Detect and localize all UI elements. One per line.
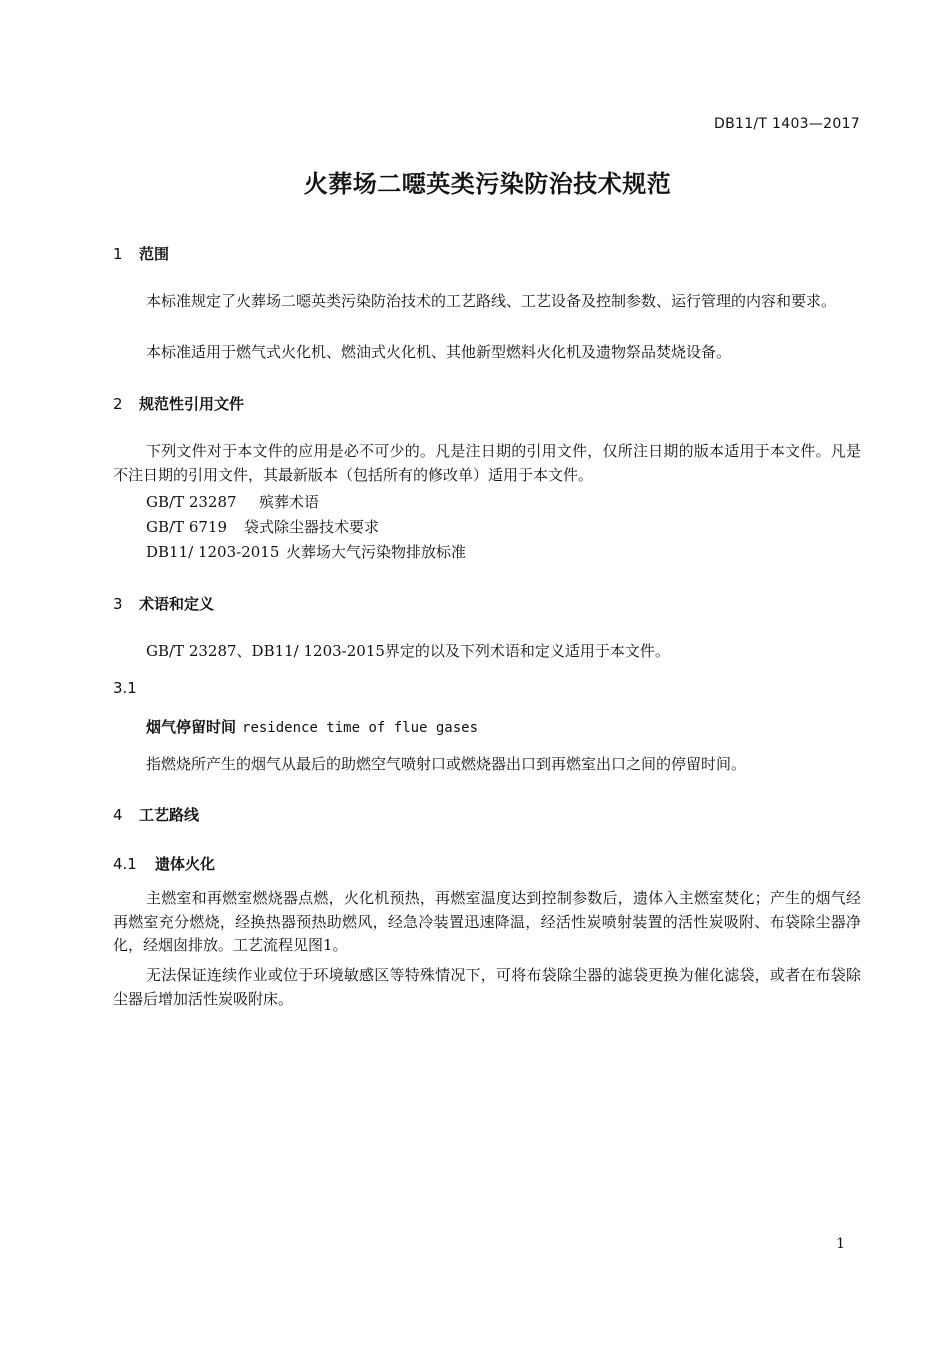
subsection-number: 4.1 xyxy=(113,855,137,873)
section-number: 1 xyxy=(113,245,123,263)
reference-item xyxy=(146,516,379,537)
scope-paragraph-2: 本标准适用于燃气式火化机、燃油式火化机、其他新型燃料火化机及遗物祭品焚烧设备。 xyxy=(146,343,732,361)
scope-paragraph-1: 本标准规定了火葬场二噁英类污染防治技术的工艺路线、工艺设备及控制参数、运行管理的内容和要求。 xyxy=(146,292,837,310)
cremation-paragraph-1: 主燃室和再燃室燃烧器点燃，火化机预热，再燃室温度达到控制参数后，遗体入主燃室焚化；产生的烟气经再燃室充分燃烧，经换热器预热助燃风，经急冷装置迅速降温，经活性炭喷射装置的活性炭吸附、布袋除尘器净化，经烟囱排放。工艺流程见图1。 xyxy=(113,889,861,954)
term-entry xyxy=(146,716,478,737)
term-english: residence time of flue gases xyxy=(242,720,479,736)
reference-code: GB/T 23287 xyxy=(146,493,237,511)
section-heading-process-route xyxy=(113,804,199,825)
standard-code: DB11/T 1403—2017 xyxy=(714,116,860,132)
document-title: 火葬场二噁英类污染防治技术规范 xyxy=(303,170,672,198)
section-heading-scope xyxy=(113,243,169,264)
section-title: 规范性引用文件 xyxy=(139,395,245,413)
term-chinese: 烟气停留时间 xyxy=(146,718,237,736)
subsection-title: 遗体火化 xyxy=(155,855,216,873)
reference-code: GB/T 6719 xyxy=(146,518,228,536)
section-heading-terms xyxy=(113,593,214,614)
section-number: 2 xyxy=(113,395,123,413)
reference-code: DB11/ 1203-2015 xyxy=(146,543,280,561)
reference-title: 火葬场大气污染物排放标准 xyxy=(286,543,467,561)
section-number: 3 xyxy=(113,595,123,613)
section-title: 术语和定义 xyxy=(139,595,215,613)
section-heading-normative-references xyxy=(113,393,244,414)
term-number: 3.1 xyxy=(113,679,137,697)
term-definition: 指燃烧所产生的烟气从最后的助燃空气喷射口或燃烧器出口到再燃室出口之间的停留时间。 xyxy=(146,755,747,773)
reference-title: 袋式除尘器技术要求 xyxy=(244,518,380,536)
section-title: 范围 xyxy=(139,245,170,263)
section-number: 4 xyxy=(113,806,123,824)
section-title: 工艺路线 xyxy=(139,806,200,824)
terms-intro: GB/T 23287、DB11/ 1203-2015界定的以及下列术语和定义适用于本文件。 xyxy=(146,642,670,660)
page-number: 1 xyxy=(836,1236,845,1252)
reference-item xyxy=(146,491,319,512)
references-intro: 下列文件对于本文件的应用是必不可少的。凡是注日期的引用文件，仅所注日期的版本适用于本文件。凡是不注日期的引用文件，其最新版本（包括所有的修改单）适用于本文件。 xyxy=(113,442,861,484)
subsection-heading-cremation xyxy=(113,853,215,874)
reference-title: 殡葬术语 xyxy=(259,493,320,511)
reference-item xyxy=(146,541,466,562)
cremation-paragraph-2: 无法保证连续作业或位于环境敏感区等特殊情况下，可将布袋除尘器的滤袋更换为催化滤袋，或者在布袋除尘器后增加活性炭吸附床。 xyxy=(113,966,861,1008)
